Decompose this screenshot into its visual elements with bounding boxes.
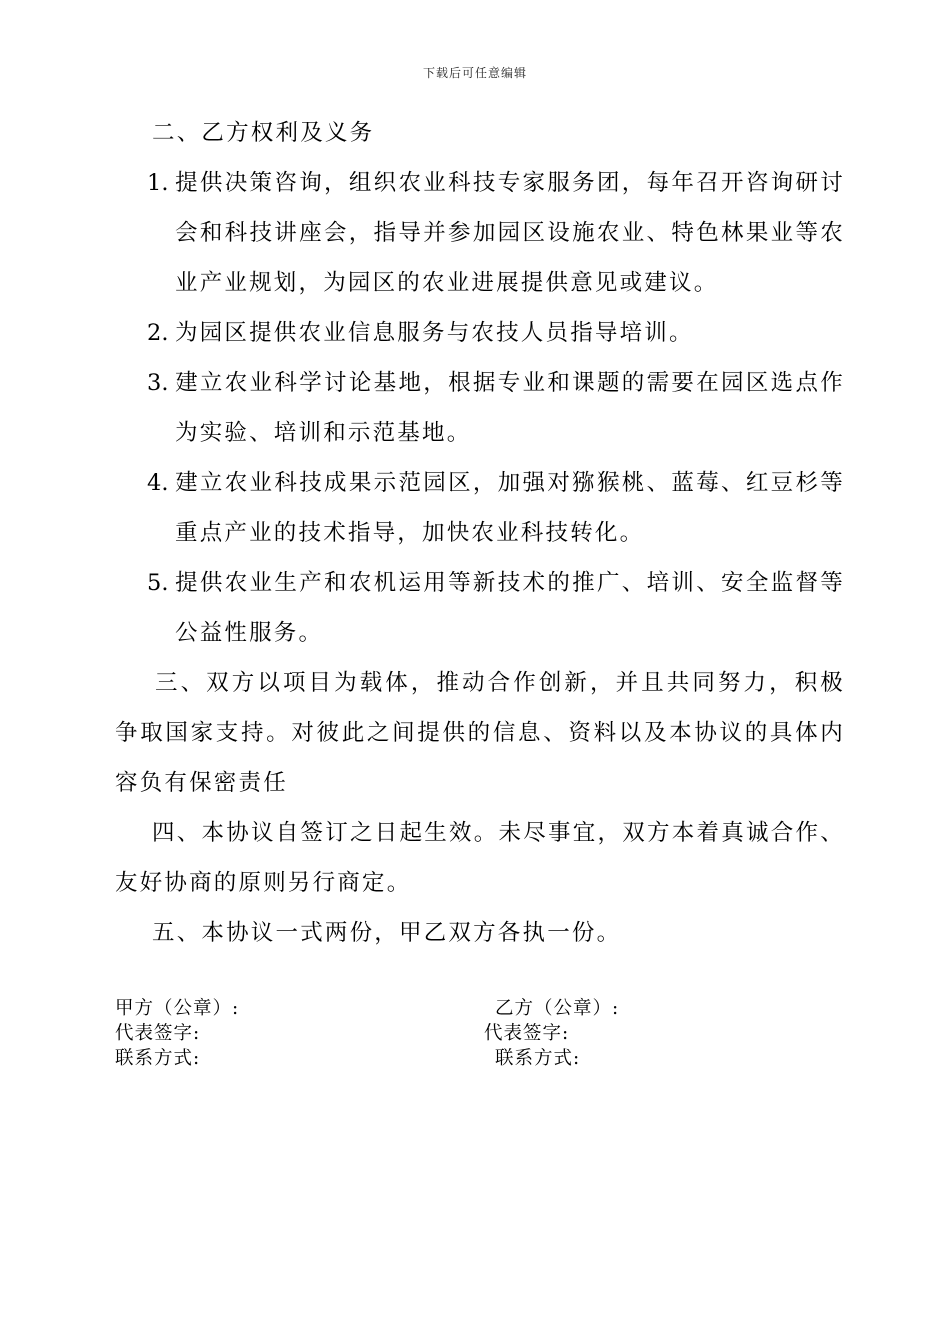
section-three: 三、双方以项目为载体，推动合作创新，并且共同努力，积极争取国家支持。对彼此之间提供的信息、资料以及本协议的具体内容负有保密责任 <box>115 670 845 796</box>
party-b-contact-label: 联系方式: <box>495 1048 581 1069</box>
item-number: 5. <box>147 570 169 596</box>
item-text: 提供决策咨询，组织农业科技专家服务团，每年召开咨询研讨会和科技讲座会，指导并参加园区设施农业、特色林果业等农业产业规划，为园区的农业进展提供意见或建议。 <box>175 170 845 296</box>
item-number: 3. <box>147 370 169 396</box>
list-item-1 <box>115 158 845 308</box>
section-two-title: 二、乙方权利及义务 <box>152 120 375 146</box>
party-a-seal-label: 甲方（公章）: <box>115 998 240 1019</box>
item-text: 为园区提供农业信息服务与农技人员指导培训。 <box>175 320 694 346</box>
party-b-seal-label: 乙方（公章）: <box>495 998 620 1019</box>
section-four: 四、本协议自签订之日起生效。未尽事宜，双方本着真诚合作、友好协商的原则另行商定。 <box>115 820 845 896</box>
page-header: 下载后可任意编辑 <box>422 66 527 80</box>
item-text: 建立农业科学讨论基地，根据专业和课题的需要在园区选点作为实验、培训和示范基地。 <box>175 370 845 446</box>
signature-row-rep <box>115 1021 845 1046</box>
list-item-2 <box>115 308 845 358</box>
item-number: 4. <box>147 470 169 496</box>
list-item-4 <box>115 458 845 558</box>
party-b-rep-label: 代表签字: <box>484 1023 570 1044</box>
item-text: 提供农业生产和农机运用等新技术的推广、培训、安全监督等公益性服务。 <box>175 570 845 646</box>
agreement-body <box>115 108 845 958</box>
party-a-contact-label: 联系方式: <box>115 1048 201 1069</box>
item-number: 2. <box>147 320 169 346</box>
item-text: 建立农业科技成果示范园区，加强对猕猴桃、蓝莓、红豆杉等重点产业的技术指导，加快农业科技转化。 <box>175 470 845 546</box>
signature-row-contact <box>115 1046 845 1071</box>
section-five: 五、本协议一式两份，甲乙双方各执一份。 <box>152 920 622 946</box>
list-item-5 <box>115 558 845 658</box>
party-a-rep-label: 代表签字: <box>115 1023 201 1044</box>
list-item-3 <box>115 358 845 458</box>
signature-row-seal <box>115 996 845 1021</box>
item-number: 1. <box>147 170 169 196</box>
signature-block <box>115 996 845 1071</box>
